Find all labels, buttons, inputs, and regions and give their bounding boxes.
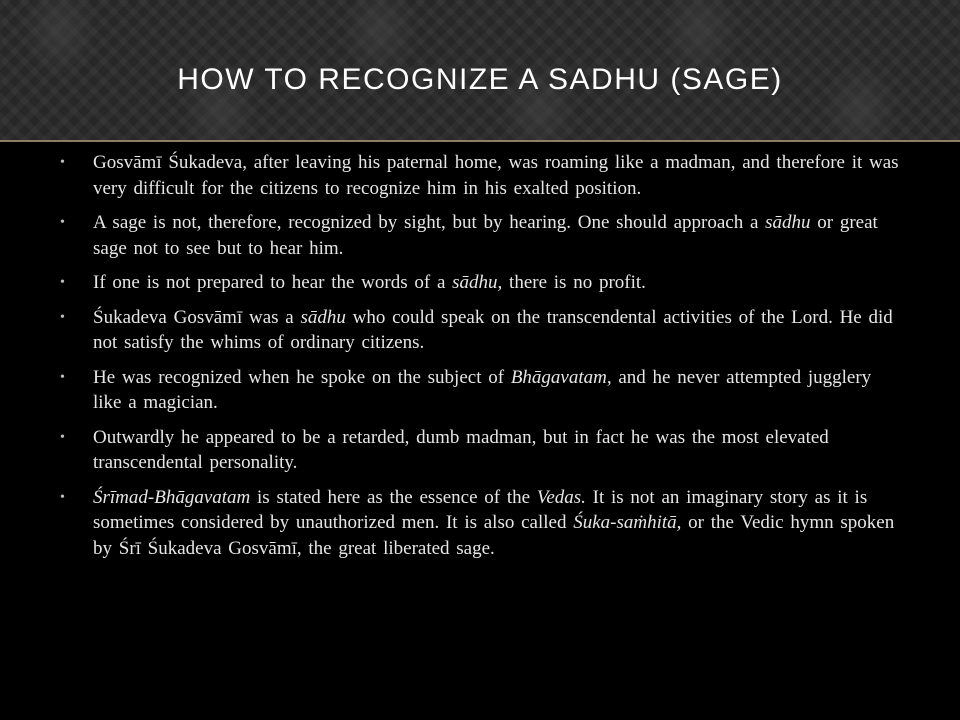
bullet-text: or the Vedic hymn spoken by Śrī Śukadeva Gosvāmī, the great liberated sage. <box>93 512 895 559</box>
bullet-text: is stated here as the essence of the <box>250 486 537 508</box>
bullet-text: and he never attempted jugglery like a magician. <box>93 366 872 413</box>
bullet-text-italic: sādhu <box>300 306 346 328</box>
bullet-dot-icon: • <box>60 155 65 170</box>
bullet-text: there is no profit. <box>502 272 646 293</box>
bullet-item <box>60 425 900 476</box>
bullet-text: or great sage not to see but to hear him. <box>93 212 878 259</box>
bullet-text: Śukadeva Gosvāmī was a <box>93 306 301 328</box>
bullet-list <box>60 150 900 561</box>
bullet-dot-icon: • <box>60 369 65 385</box>
bullet-text-italic: Vedas. <box>536 486 586 508</box>
title-banner <box>0 0 960 140</box>
bullet-dot-icon: • <box>60 309 65 325</box>
bullet-item <box>60 365 900 416</box>
bullet-text-italic: sādhu <box>765 212 811 233</box>
slide-body <box>60 150 900 570</box>
bullet-item <box>60 150 900 201</box>
bullet-dot-icon: • <box>60 429 65 445</box>
bullet-text: If one is not prepared to hear the words of a <box>93 272 453 293</box>
bullet-text: who could speak on the transcendental activities of the Lord. He did not satisfy the whims of ordinary citizens. <box>93 306 893 353</box>
bullet-item <box>60 305 900 356</box>
bullet-dot-icon: • <box>60 215 65 230</box>
bullet-text: Outwardly he appeared to be a retarded, dumb madman, but in fact he was the most elevated transcendental personality. <box>93 426 829 473</box>
bullet-text: Gosvāmī Śukadeva, after leaving his paternal home, was roaming like a madman, and therefore it was very difficult for the citizens to recognize him in his exalted position. <box>93 152 899 199</box>
bullet-text-italic: Śuka-saṁhitā, <box>573 512 682 533</box>
bullet-text: A sage is not, therefore, recognized by sight, but by hearing. One should approach a <box>93 212 766 233</box>
bullet-text: He was recognized when he spoke on the subject of <box>93 366 511 388</box>
bullet-text: It is not an imaginary story as it is sometimes considered by unauthorized men. It is also called <box>93 486 868 533</box>
bullet-text-italic: Śrīmad-Bhāgavatam <box>93 486 251 508</box>
header-divider-line <box>0 140 960 142</box>
bullet-item <box>60 210 900 261</box>
bullet-text-italic: Bhāgavatam, <box>510 366 612 388</box>
bullet-dot-icon: • <box>60 275 65 290</box>
bullet-item <box>60 270 900 296</box>
bullet-text-italic: sādhu, <box>452 272 503 293</box>
slide-title: HOW TO RECOGNIZE A SADHU (SAGE) <box>177 63 783 96</box>
bullet-dot-icon: • <box>60 489 65 505</box>
bullet-item <box>60 485 900 562</box>
